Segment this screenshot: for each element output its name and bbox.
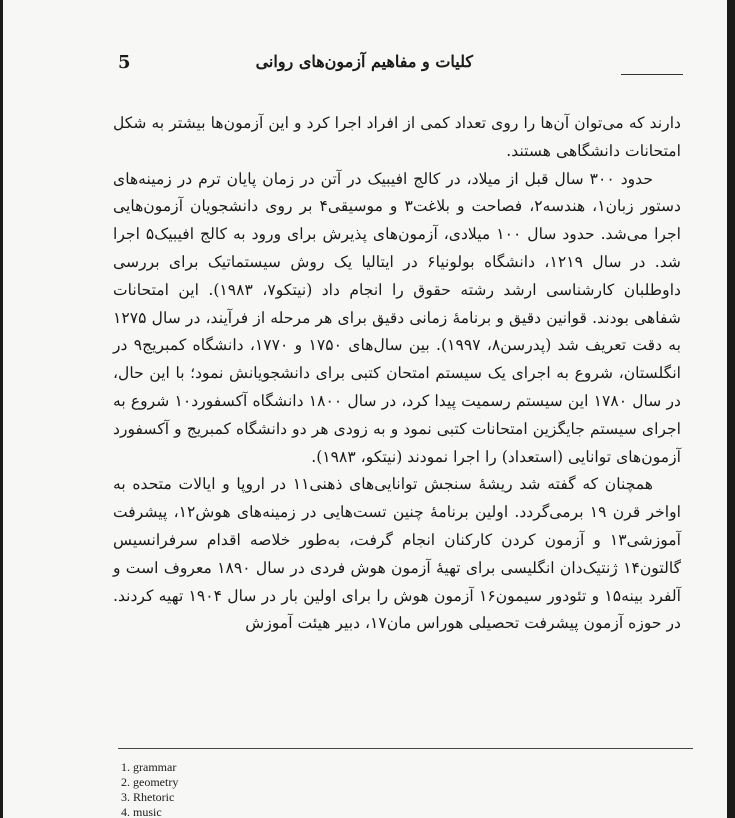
header-rule [621, 74, 683, 75]
page-number: 5 [118, 52, 131, 73]
footnote-item: 4. music [121, 805, 162, 818]
footnotes [121, 760, 178, 818]
paragraph-continuation: دارند که می‌توان آن‌ها را روی تعداد کمی از افراد اجرا کرد و این آزمون‌ها بیشتر به شکل امتحانات دانشگاهی هستند. [113, 114, 681, 160]
footnote-item: 3. Rhetoric [121, 790, 175, 804]
footnote-item: 2. geometry [121, 775, 179, 789]
page-header [73, 50, 683, 80]
paragraph-history: حدود ۳۰۰ سال قبل از میلاد، در کالج افیبیک در آتن در زمان پایان ترم در زمینه‌های دستور زبان۱، هندسه۲، فصاحت و بلاغت۳ و موسیقی۴ بر روی دانشجویان آزمون‌هایی اجرا می‌شد. حدود سال ۱۰۰ میلادی، آزمون‌های پذیرش برای ورود به کالج افیبیک۵ اجرا شد. در سال ۱۲۱۹، دانشگاه بولونیا۶ در ایتالیا یک روش سیستماتیک برای بررسی داوطلبان کارشناسی ارشد رشته حقوق را انجام داد (نیتکو۷، ۱۹۸۳). این امتحانات شفاهی بودند. قوانین دقیق و برنامهٔ زمانی دقیق برای هر مرحله از فرآیند، در سال ۱۲۷۵ به دقت تعریف شد (پدرسن۸، ۱۹۹۷). بین سال‌های ۱۷۵۰ و ۱۷۷۰، دانشگاه کمبریج۹ در انگلستان، شروع به اجرای یک سیستم امتحان کتبی برای دانشجویانش نمود؛ با این حال، در سال ۱۷۸۰ این سیستم رسمیت پیدا کرد، در سال ۱۸۰۰ دانشگاه آکسفورد۱۰ شروع به اجرای سیستم جایگزین امتحانات کتبی نمود و به زودی هر دو دانشگاه کمبریج و آکسفورد آزمون‌های توانایی (استعداد) را اجرا نمودند (نیتکو، ۱۹۸۳). [113, 169, 681, 466]
paragraph-mental-testing: همچنان که گفته شد ریشهٔ سنجش توانایی‌های ذهنی۱۱ در اروپا و ایالات متحده به اواخر قرن ۱۹ برمی‌گردد. اولین برنامهٔ چنین تست‌هایی در زمینه‌های هوش۱۲، پیشرفت آموزشی۱۳ و آزمون کردن کارکنان انجام گرفت، به‌طور خلاصه اقدام سرفرانسیس گالتون۱۴ ژنتیک‌دان انگلیسی برای تهیهٔ آزمون هوش فردی در سال ۱۸۹۰ معروف است و آلفرد بینه۱۵ و تئودور سیمون۱۶ آزمون هوش را برای اولین بار در سال ۱۹۰۴ تهیه کردند. در حوزه آزمون پیشرفت تحصیلی هوراس مان۱۷، دبیر هیئت آموزش [113, 475, 681, 633]
running-title: کلیات و مفاهیم آزمون‌های روانی [255, 52, 473, 71]
footnote-item: 1. grammar [121, 760, 177, 774]
footnote-divider [118, 748, 693, 749]
body-text [113, 110, 681, 638]
